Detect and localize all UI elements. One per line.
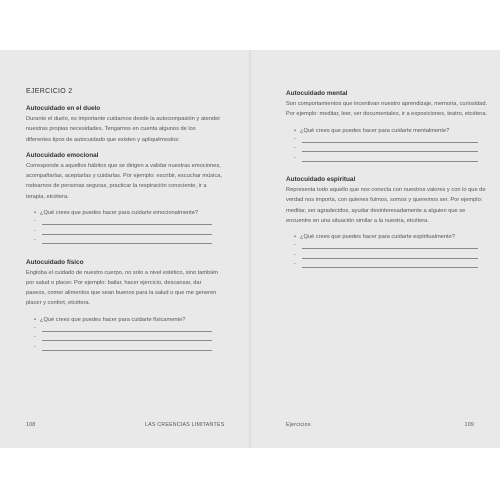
question-prompt [26, 208, 222, 218]
answer-line[interactable] [286, 146, 488, 155]
section-title: Autocuidado emocional [26, 151, 99, 159]
dash-bullet: - [294, 261, 296, 268]
dash-bullet: - [34, 343, 36, 350]
dash-bullet: - [294, 154, 296, 161]
bullet-icon: • [34, 316, 36, 323]
section-body: Son comportamientos que incentivan nuestro aprendizaje, memoria, curiosidad. Por ejemplo: meditar, leer, ver documentales, ir a exposiciones, teatro, etcétera. [286, 101, 488, 118]
dash-bullet: - [294, 135, 296, 142]
dash-bullet: - [294, 242, 296, 249]
answer-rule [302, 258, 478, 259]
section-body: Engloba el cuidado de nuestro cuerpo, no solo a nivel estético, sino también por salud o placer. Por ejemplo: bailar, hacer ejercicio, descansar, dar paseos, comer alimentos que sean buenos para la salud o que me generen placer y confort, etcétera. [26, 269, 218, 307]
answer-rule [42, 243, 212, 244]
question-text: ¿Qué crees que puedes hacer para cuidarte físicamente? [40, 316, 186, 323]
answer-line[interactable] [26, 335, 222, 344]
section-autocuidado-duelo [26, 105, 222, 145]
question-text: ¿Qué crees que puedes hacer para cuidarte mentalmente? [300, 127, 450, 134]
question-prompt [26, 315, 222, 325]
bullet-icon: • [34, 210, 36, 217]
answer-rule [42, 224, 212, 225]
bullet-icon: • [294, 127, 296, 134]
answer-line[interactable] [286, 156, 488, 165]
dash-bullet: - [34, 237, 36, 244]
book-spread [0, 50, 500, 448]
answer-rule [302, 161, 478, 162]
section-autocuidado-fisico [26, 259, 222, 354]
dash-bullet: - [34, 218, 36, 225]
answer-rule [42, 234, 212, 235]
section-autocuidado-espiritual [286, 176, 488, 271]
answer-line[interactable] [26, 219, 222, 228]
right-page [250, 50, 500, 448]
question-text: ¿Qué crees que puedes hacer para cuidarte espiritualmente? [300, 234, 455, 241]
answer-line[interactable] [286, 243, 488, 252]
answer-rule [42, 331, 212, 332]
exercise-title: EJERCICIO 2 [26, 88, 73, 95]
section-body: Durante el duelo, es importante cuidarnos desde la autocompasión y atender nuestras propias necesidades. Tengamos en cuenta algunos de los diferentes tipos de autocuidado que existen y apliquémoslos: [26, 116, 221, 143]
question-prompt [286, 126, 488, 136]
question-prompt [286, 232, 488, 242]
answer-rule [42, 350, 212, 351]
question-text: ¿Qué crees que puedes hacer para cuidarte emocionalmente? [40, 210, 199, 217]
dash-bullet: - [34, 324, 36, 331]
section-title: Autocuidado en el duelo [26, 105, 101, 112]
section-autocuidado-emocional [26, 152, 222, 247]
page-number-right: 109 [464, 422, 474, 428]
answer-rule [302, 248, 478, 249]
left-page [0, 50, 250, 448]
section-title: Autocuidado espiritual [286, 176, 356, 184]
section-body: Corresponde a aquellos hábitos que se dirigen a validar nuestras emociones, acompañarlas, aceptarlas y cuidarlas. Por ejemplo: escribir, escuchar música, rodearnos de personas seguras, practicar la respiración consciente, ir a terapia, etcétera. [26, 162, 222, 200]
running-head-right: Ejercicios [286, 422, 311, 428]
answer-line[interactable] [26, 345, 222, 354]
section-body: Representa todo aquello que nos conecta con nuestros valores y con lo que de verdad nos importa, con quienes fuimos, somos y queremos ser. Por ejemplo: meditar, ser agradecidos, ayudar desinteresadamente a alguien que se encuentre en una situación similar a la nuestra, etcétera. [286, 187, 486, 224]
answer-line[interactable] [286, 262, 488, 271]
answer-rule [302, 267, 478, 268]
bullet-icon: • [294, 234, 296, 241]
page-number-left: 108 [26, 422, 36, 428]
left-page-column [26, 88, 222, 360]
answer-line[interactable] [26, 326, 222, 335]
section-title: Autocuidado mental [286, 90, 348, 97]
dash-bullet: - [34, 227, 36, 234]
dash-bullet: - [294, 251, 296, 258]
section-title: Autocuidado físico [26, 258, 84, 266]
answer-line[interactable] [286, 137, 488, 146]
answer-line[interactable] [26, 229, 222, 238]
right-page-column [286, 90, 488, 278]
answer-rule [302, 142, 478, 143]
dash-bullet: - [294, 145, 296, 152]
running-head-left: LAS CREENCIAS LIMITANTES [145, 422, 225, 428]
section-autocuidado-mental [286, 90, 488, 164]
answer-line[interactable] [286, 253, 488, 262]
dash-bullet: - [34, 334, 36, 341]
answer-line[interactable] [26, 238, 222, 247]
answer-rule [42, 340, 212, 341]
answer-rule [302, 151, 478, 152]
